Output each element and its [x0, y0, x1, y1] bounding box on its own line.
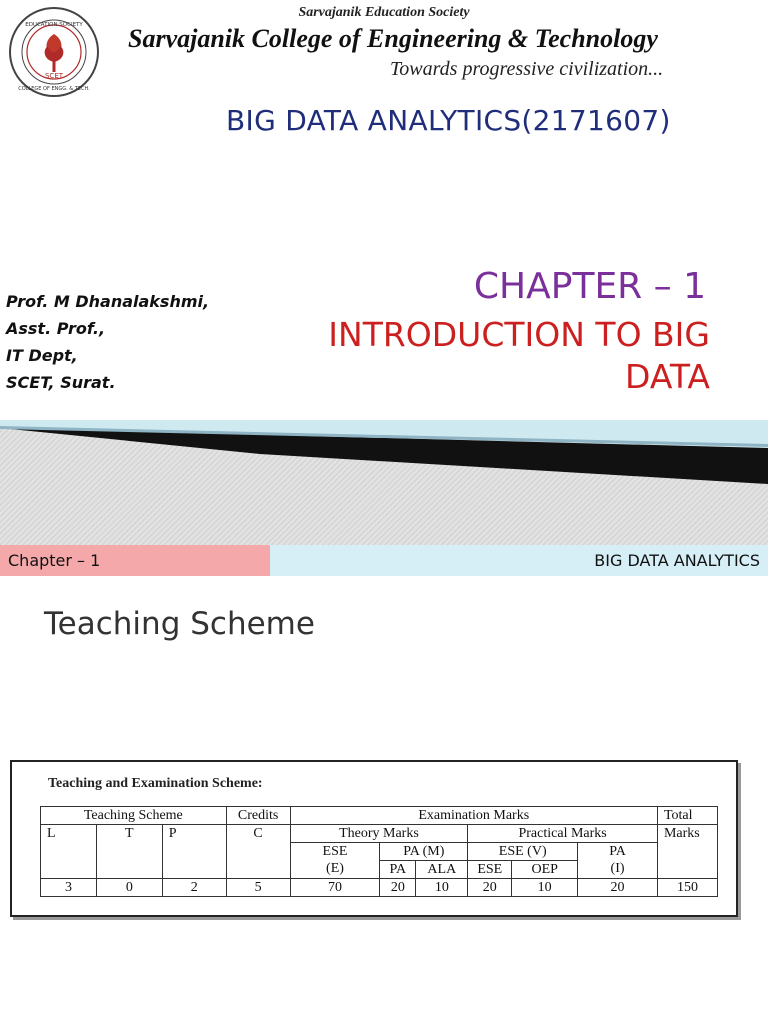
value-oep: 10	[512, 879, 578, 897]
header-pa-i-line2: (I)	[610, 861, 625, 876]
header-C: C	[226, 825, 290, 879]
table-caption: Teaching and Examination Scheme:	[48, 776, 263, 791]
header-total-2: Marks	[657, 825, 717, 879]
header-teaching-scheme: Teaching Scheme	[41, 807, 227, 825]
author-department: IT Dept,	[6, 346, 78, 365]
chapter-number: CHAPTER – 1	[473, 266, 706, 307]
header-practical-marks: Practical Marks	[468, 825, 658, 843]
header-pa: PA	[380, 861, 416, 879]
header-ala: ALA	[416, 861, 468, 879]
college-motto: Towards progressive civilization...	[390, 58, 664, 80]
value-C: 5	[226, 879, 290, 897]
slide-title: Teaching Scheme	[44, 606, 315, 642]
header-credits: Credits	[226, 807, 290, 825]
header-ese: ESE	[468, 861, 512, 879]
chapter-title-line2: DATA	[624, 357, 710, 396]
value-L: 3	[41, 879, 97, 897]
scheme-table-frame	[10, 760, 738, 917]
header-ese-e-line1: ESE	[322, 844, 348, 859]
value-P: 2	[162, 879, 226, 897]
author-institute: SCET, Surat.	[6, 373, 116, 392]
author-block	[6, 288, 209, 396]
header-ese-v: ESE (V)	[468, 843, 578, 861]
value-total: 150	[657, 879, 717, 897]
value-pa: 20	[380, 879, 416, 897]
value-ese: 20	[468, 879, 512, 897]
svg-text:SCET: SCET	[44, 72, 64, 80]
header-oep: OEP	[512, 861, 578, 879]
header-P: P	[162, 825, 226, 879]
decorative-band	[0, 420, 768, 545]
value-pa-i: 20	[578, 879, 658, 897]
society-name: Sarvajanik Education Society	[298, 5, 470, 20]
header-ese-e-line2: (E)	[326, 861, 344, 876]
header-pa-i	[578, 843, 658, 879]
header-theory-marks: Theory Marks	[290, 825, 468, 843]
teaching-scheme-table	[40, 806, 718, 897]
svg-text:EDUCATION SOCIETY: EDUCATION SOCIETY	[25, 22, 83, 28]
footer-left	[0, 545, 270, 576]
header-T: T	[96, 825, 162, 879]
svg-text:COLLEGE OF ENGG. & TECH.: COLLEGE OF ENGG. & TECH.	[18, 86, 90, 92]
table-row	[41, 825, 718, 843]
footer-bar	[0, 545, 768, 576]
value-ese-e: 70	[290, 879, 380, 897]
header-pa-m: PA (M)	[380, 843, 468, 861]
footer-chapter-label: Chapter – 1	[8, 551, 101, 570]
header-L: L	[41, 825, 97, 879]
header-ese-e	[290, 843, 380, 879]
chapter-title-line1: INTRODUCTION TO BIG	[328, 315, 710, 354]
college-name: Sarvajanik College of Engineering & Technology	[128, 24, 658, 53]
table-row	[41, 879, 718, 897]
author-name: Prof. M Dhanalakshmi,	[6, 292, 210, 311]
header-total-1: Total	[657, 807, 717, 825]
header-examination-marks: Examination Marks	[290, 807, 657, 825]
header-pa-i-line1: PA	[609, 844, 626, 859]
value-ala: 10	[416, 879, 468, 897]
author-designation: Asst. Prof.,	[6, 319, 106, 338]
footer-course-label: BIG DATA ANALYTICS	[594, 551, 760, 570]
course-title: BIG DATA ANALYTICS(2171607)	[226, 104, 671, 137]
value-T: 0	[96, 879, 162, 897]
footer-right	[270, 545, 768, 576]
table-row	[41, 807, 718, 825]
chapter-title	[328, 314, 710, 398]
